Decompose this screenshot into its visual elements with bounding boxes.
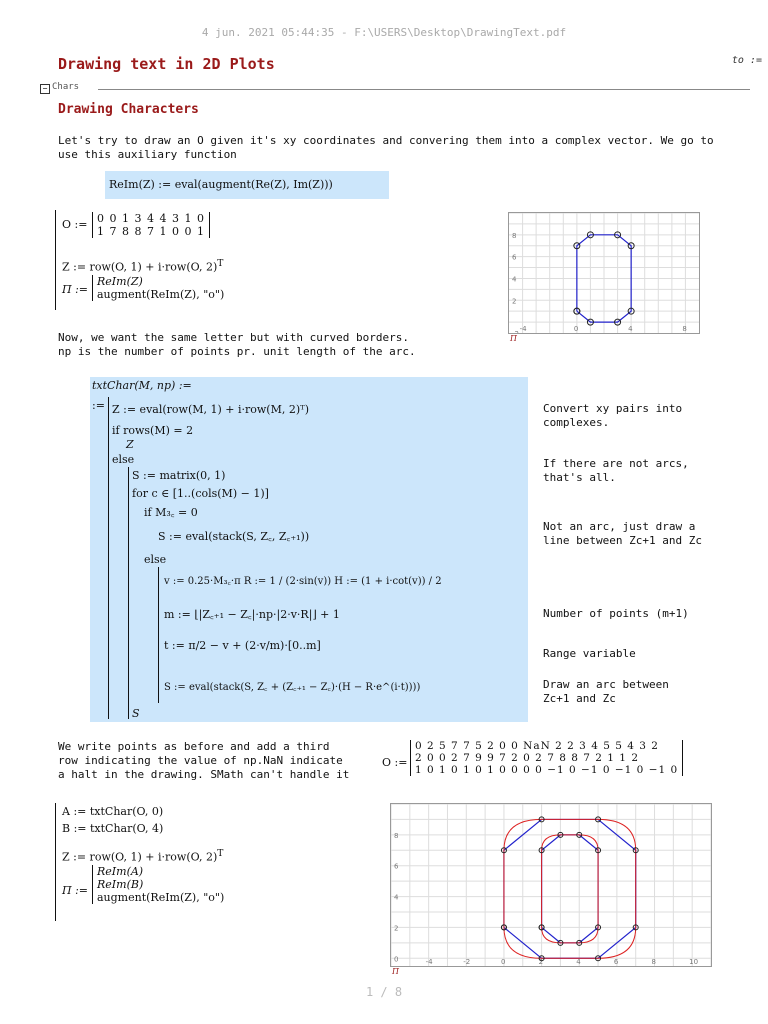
arc-bracket <box>158 567 159 703</box>
plot-2-ytick: 0 <box>394 955 399 964</box>
plot-1-xtick: 8 <box>682 325 687 333</box>
prog-line-4: else <box>112 453 135 466</box>
o-matrix[interactable] <box>92 212 210 238</box>
plot-2-xtick: 8 <box>651 958 656 966</box>
o-label: O := <box>62 218 88 231</box>
note-line: Not an arc, just draw a line between Zc+1 and Zc <box>543 520 702 547</box>
note-range: Range variable <box>543 647 636 660</box>
page-title: Drawing text in 2D Plots <box>58 55 275 73</box>
plot-2-ytick: 2 <box>394 924 399 933</box>
reim-definition-text: ReIm(Z) := eval(augment(Re(Z), Im(Z))) <box>109 178 333 191</box>
plot-1-xtick: -4 <box>519 325 527 333</box>
corner-label: to := <box>731 55 762 66</box>
note-points: Number of points (m+1) <box>543 607 689 620</box>
collapse-toggle-icon[interactable]: − <box>40 84 50 94</box>
plot-1-xtick: 4 <box>628 325 633 333</box>
prog-line-1: Z := eval(row(M, 1) + i·row(M, 2)ᵀ) <box>112 403 310 416</box>
pi2-line-3: augment(ReIm(Z), "o") <box>97 891 225 904</box>
prog-line-6: for c ∈ [1..(cols(M) − 1)] <box>132 487 269 500</box>
transpose-sup-2: T <box>217 848 224 859</box>
section-heading: Drawing Characters <box>58 102 199 117</box>
para2-line-1: Now, we want the same letter but with curved borders. <box>58 331 409 344</box>
region-bracket-2 <box>55 803 56 921</box>
pi-definition[interactable] <box>92 275 224 301</box>
plot-2-xtick: -2 <box>463 958 471 966</box>
o2-matrix-row-1: 0 2 5 7 7 5 2 0 0 NaN 2 2 3 4 5 5 4 3 2 <box>415 740 659 752</box>
paragraph-2 <box>58 331 498 359</box>
o2-matrix-row-2: 2 0 0 2 7 9 9 7 2 0 2 7 8 8 7 2 1 1 2 <box>415 752 640 764</box>
program-bracket <box>108 397 109 719</box>
plot-2-ytick: 4 <box>394 893 399 902</box>
intro-paragraph <box>58 134 748 162</box>
plot-2-label: Π <box>392 967 399 976</box>
plot-2-series-line <box>504 819 636 958</box>
o2-matrix[interactable] <box>410 740 683 776</box>
plot-2-arc-inner <box>542 835 598 943</box>
txtchar-definition: txtChar(M, np) := <box>92 379 192 392</box>
o-matrix-row-1: 0 0 1 3 4 4 3 1 0 <box>97 212 205 225</box>
prog-line-5: S := matrix(0, 1) <box>132 469 226 482</box>
plot-1-xtick: 0 <box>573 325 579 333</box>
region-bracket <box>55 210 56 310</box>
note-no-arcs: If there are not arcs, that's all. <box>543 457 689 484</box>
plot-2-xtick: 2 <box>538 958 544 966</box>
b-definition[interactable]: B := txtChar(O, 4) <box>62 822 164 835</box>
z2-definition-text: Z := row(O, 1) + i·row(O, 2) <box>62 850 218 864</box>
pi-line-2: augment(ReIm(Z), "o") <box>97 288 225 301</box>
o2-label: O := <box>382 756 408 769</box>
plot-1[interactable] <box>508 212 700 334</box>
note-convert: Convert xy pairs into complexes. <box>543 402 683 429</box>
plot-1-svg <box>509 213 699 333</box>
para3-line-1: We write points as before and add a third <box>58 740 330 753</box>
plot-1-ytick <box>512 330 519 333</box>
section-label: Chars <box>52 82 80 92</box>
prog-line-10: v := 0.25·M₃꜀·π R := 1 / (2·sin(v)) H := (1 + i·cot(v)) / 2 <box>164 576 442 587</box>
plot-1-ytick: 4 <box>512 275 517 284</box>
plot-1-ytick: 6 <box>512 253 517 262</box>
intro-line-2: use this auxiliary function <box>58 148 237 161</box>
section-header[interactable] <box>40 84 750 98</box>
para2-line-2: np is the number of points pr. unit length of the arc. <box>58 345 416 358</box>
else-bracket <box>128 467 129 719</box>
paragraph-3 <box>58 740 378 782</box>
plot-2-svg <box>391 804 711 966</box>
a-definition[interactable]: A := txtChar(O, 0) <box>62 805 164 818</box>
plot-2-xtick: 4 <box>576 958 581 966</box>
pi2-definition[interactable] <box>92 865 224 904</box>
pi-label: Π := <box>62 283 89 296</box>
pi2-line-1: ReIm(A) <box>97 865 144 878</box>
prog-line-12: t := π/2 − v + (2·v/m)·[0..m] <box>164 639 321 652</box>
plot-2[interactable] <box>390 803 712 967</box>
reim-definition[interactable] <box>105 171 389 199</box>
z-definition[interactable] <box>62 258 223 274</box>
z2-definition[interactable] <box>62 848 223 864</box>
o-matrix-row-2: 1 7 8 8 7 1 0 0 1 <box>97 225 205 238</box>
prog-line-14: S <box>132 707 140 720</box>
page-number: 1 / 8 <box>365 985 403 999</box>
para3-line-2: row indicating the value of np.NaN indicate <box>58 754 343 767</box>
prog-line-7: if M₃꜀ = 0 <box>144 506 198 519</box>
pi-line-1: ReIm(Z) <box>97 275 143 288</box>
plot-2-xtick: 10 <box>689 958 699 966</box>
plot-2-series-line <box>542 835 598 943</box>
plot-2-arc-outer <box>504 819 636 958</box>
plot-2-xtick: 6 <box>613 958 619 966</box>
prog-line-11: m := ⌊|Z꜀₊₁ − Z꜀|·np·|2·v·R|⌋ + 1 <box>164 608 340 621</box>
plot-1-ytick: 2 <box>512 297 517 306</box>
para3-line-3: a halt in the drawing. SMath can't handle it <box>58 768 350 781</box>
prog-line-8: S := eval(stack(S, Z꜀, Z꜀₊₁)) <box>158 530 310 543</box>
document-header: 4 jun. 2021 05:44:35 - F:\USERS\Desktop\DrawingText.pdf <box>201 26 567 39</box>
note-arc: Draw an arc between Zc+1 and Zc <box>543 678 669 705</box>
intro-line-1: Let's try to draw an O given it's xy coordinates and convering them into a complex vector. We go to <box>58 134 714 147</box>
plot-2-ytick: 8 <box>394 831 399 840</box>
assign-symbol: := <box>92 399 105 412</box>
prog-line-2: if rows(M) = 2 <box>112 424 194 437</box>
plot-2-xtick: -4 <box>425 958 433 966</box>
prog-line-13: S := eval(stack(S, Z꜀ + (Z꜀₊₁ − Z꜀)·(H − R·e^(i·t)))) <box>164 682 421 693</box>
prog-line-9: else <box>144 553 167 566</box>
txtchar-program[interactable] <box>90 377 528 722</box>
plot-1-label: Π <box>510 334 517 343</box>
plot-2-ytick: 6 <box>394 862 399 871</box>
plot-2-xtick: 0 <box>500 958 506 966</box>
transpose-sup: T <box>217 258 224 269</box>
o2-matrix-row-3: 1 0 1 0 1 0 1 0 0 0 0 −1 0 −1 0 −1 0 −1 0 <box>415 764 679 776</box>
prog-line-3: Z <box>126 438 134 451</box>
pi2-line-2: ReIm(B) <box>97 878 144 891</box>
plot-1-ytick: 8 <box>512 231 517 240</box>
z-definition-text: Z := row(O, 1) + i·row(O, 2) <box>62 260 218 274</box>
pi2-label: Π := <box>62 884 89 897</box>
section-divider <box>98 89 750 90</box>
